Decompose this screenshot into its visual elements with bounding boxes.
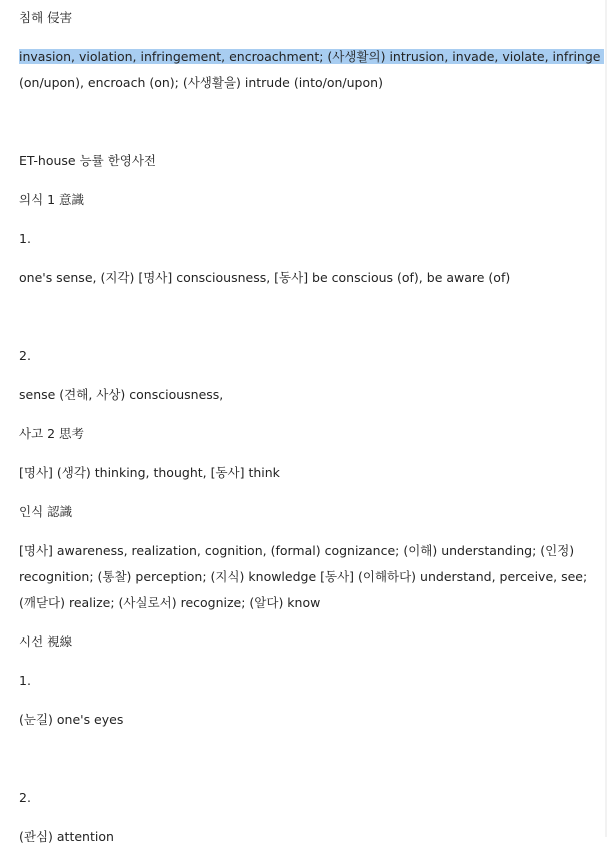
sense-definition-partial: (관심) attention — [19, 829, 114, 844]
definition-line: [명사] (생각) thinking, thought, [동사] think — [19, 465, 280, 480]
definition-line: (on/upon), encroach (on); (사생활을) intrude (into/on/upon) — [19, 75, 383, 90]
definition-line: (깨닫다) realize; (사실로서) recognize; (알다) know — [19, 595, 321, 610]
entry-heading-consciousness: 의식 1 意識 — [19, 192, 85, 207]
selected-text-line[interactable] — [19, 48, 604, 66]
entry-heading-gaze: 시선 視線 — [19, 634, 73, 649]
sense-definition: sense (견해, 사상) consciousness, — [19, 387, 224, 402]
entry-heading-thinking: 사고 2 思考 — [19, 426, 85, 441]
text-selection-highlight[interactable]: invasion, violation, infringement, encroachment; (사생활의) intrusion, invade, violate, infringe — [19, 49, 604, 64]
entry-heading-recognition: 인식 認識 — [19, 504, 73, 519]
sense-definition: one's sense, (지각) [명사] consciousness, [동사] be conscious (of), be aware (of) — [19, 270, 511, 285]
sense-number: 2. — [19, 790, 31, 805]
definition-line: [명사] awareness, realization, cognition, (formal) cognizance; (이해) understanding; (인정) — [19, 543, 575, 558]
entry-heading-invasion: 침해 侵害 — [19, 10, 73, 25]
sense-number: 2. — [19, 348, 31, 363]
sense-number: 1. — [19, 673, 31, 688]
definition-line: recognition; (통찰) perception; (지식) knowledge [동사] (이해하다) understand, perceive, see; — [19, 569, 588, 584]
dictionary-title: ET-house 능률 한영사전 — [19, 153, 156, 168]
sense-number: 1. — [19, 231, 31, 246]
sense-definition: (눈길) one's eyes — [19, 712, 124, 727]
